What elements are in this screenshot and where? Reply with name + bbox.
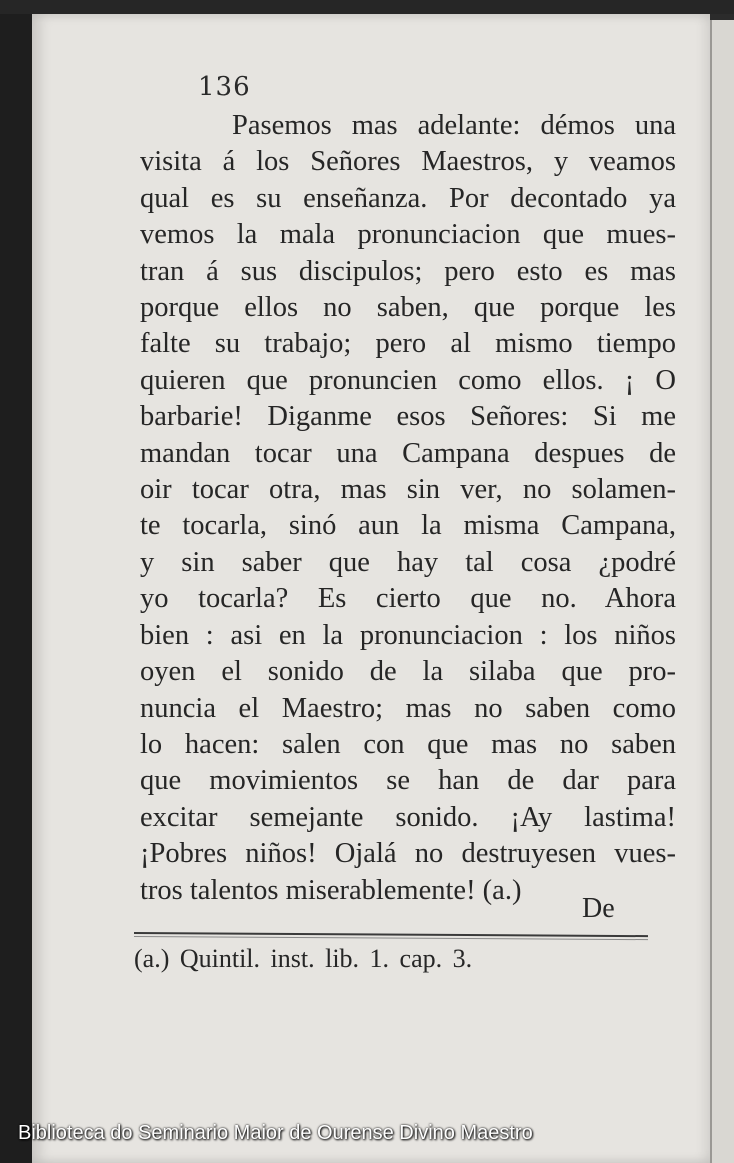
text-line: visita á los Señores Maestros, y veamos bbox=[140, 146, 676, 178]
text-line: nuncia el Maestro; mas no saben como bbox=[140, 692, 676, 724]
text-line: quieren que pronuncien como ellos. ¡ O bbox=[140, 364, 676, 396]
text-line: yo tocarla? Es cierto que no. Ahora bbox=[140, 583, 676, 615]
catchword: De bbox=[582, 893, 615, 924]
text-line: ¡Pobres niños! Ojalá no destruyesen vues- bbox=[140, 838, 676, 870]
adjacent-page-edge bbox=[710, 20, 734, 1163]
text-line: tran á sus discipulos; pero esto es mas bbox=[140, 255, 676, 287]
text-line: Pasemos mas adelante: démos una bbox=[232, 110, 676, 141]
text-line: bien : asi en la pronunciacion : los niños bbox=[140, 619, 676, 651]
text-line: vemos la mala pronunciacion que mues- bbox=[140, 219, 676, 251]
text-line: oyen el sonido de la silaba que pro- bbox=[140, 656, 676, 688]
library-watermark: Biblioteca do Seminario Maior de Ourense Divino Maestro bbox=[18, 1122, 533, 1144]
text-line: falte su trabajo; pero al mismo tiempo bbox=[140, 328, 676, 360]
scan-background-left bbox=[0, 0, 32, 1163]
text-line: te tocarla, sinó aun la misma Campana, bbox=[140, 510, 676, 542]
text-line: qual es su enseñanza. Por decontado ya bbox=[140, 182, 676, 214]
page-number: 136 bbox=[198, 72, 251, 102]
text-line: tros talentos miserablemente! (a.) bbox=[140, 874, 522, 906]
text-line: mandan tocar una Campana despues de bbox=[140, 437, 676, 469]
text-line: porque ellos no saben, que porque les bbox=[140, 292, 676, 324]
text-line: excitar semejante sonido. ¡Ay lastima! bbox=[140, 801, 676, 833]
text-line: y sin saber que hay tal cosa ¿podré bbox=[140, 546, 676, 578]
text-line: que movimientos se han de dar para bbox=[140, 765, 676, 797]
text-line: oir tocar otra, mas sin ver, no solamen- bbox=[140, 474, 676, 506]
text-line: lo hacen: salen con que mas no saben bbox=[140, 728, 676, 760]
body-text bbox=[140, 108, 676, 909]
scan-background-top bbox=[0, 0, 734, 14]
footnote: (a.) Quintil. inst. lib. 1. cap. 3. bbox=[134, 944, 473, 973]
text-line: barbarie! Diganme esos Señores: Si me bbox=[140, 401, 676, 433]
